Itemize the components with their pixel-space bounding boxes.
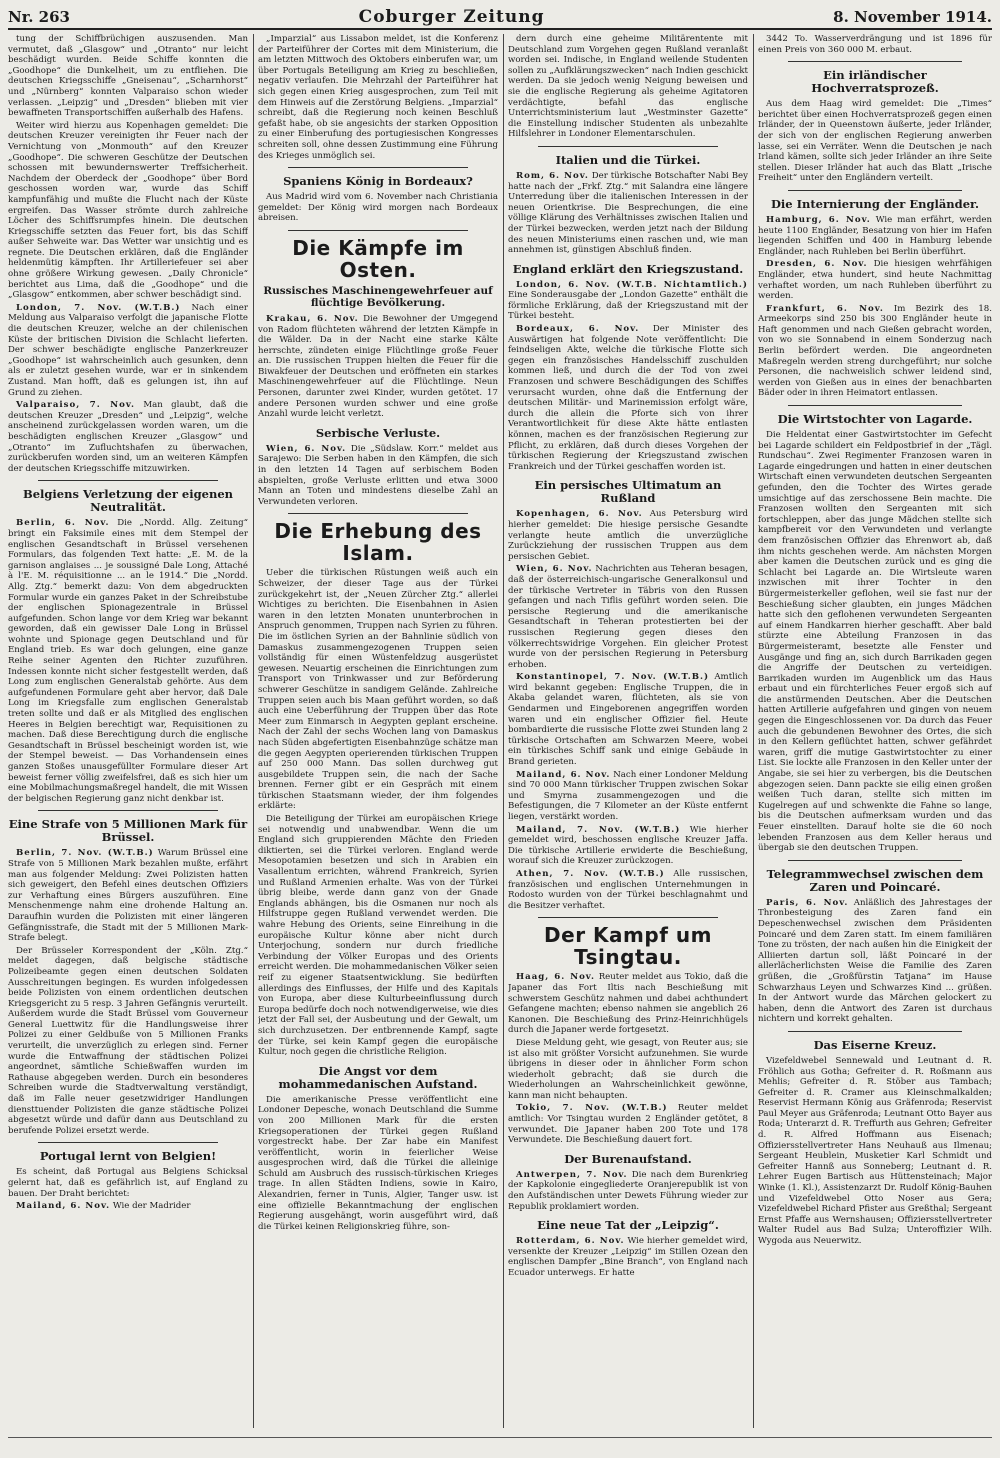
dateline: Krakau, 6. Nov. — [266, 313, 359, 324]
headline-islam: Die Erhebung des Islam. — [274, 519, 482, 566]
article-text — [8, 400, 248, 474]
article-text: dern durch eine geheime Militärentente mit Deutschland zum Vorgehen gegen Rußland veranlaßt worden sei. Indische, in England weilende Studenten sollen zu „Aufklärungszwecken“ nach Indien geschickt werden. Da sie jedoch wenig Neigung beweisen und sie die englische Regierung als geheime Agitatoren verdächtigte, befahl das englische Unterrichtsministerium laut „Westminster Gazette“ die Einstellung indischer Studenten als unbezahlte Hilfslehrer in Londoner Elementarschulen. — [508, 34, 748, 140]
divider — [38, 1142, 218, 1143]
dateline: Valparaiso, 7. Nov. — [16, 400, 136, 411]
dateline: London, 7. Nov. (W.T.B.) — [16, 302, 181, 313]
article-text — [8, 1201, 248, 1212]
article-text — [508, 972, 748, 1036]
headline-tsingtau: Der Kampf um Tsingtau. — [544, 923, 712, 970]
headline-spanien: Spaniens König in Bordeaux? — [283, 174, 473, 189]
article-text — [508, 1170, 748, 1212]
headline-eisern: Das Eiserne Kreuz. — [813, 1037, 937, 1052]
article-text — [508, 869, 748, 911]
article-text — [8, 303, 248, 398]
article-body: Wie der Madrider — [112, 1201, 191, 1212]
dateline: Mailand, 7. Nov. (W.T.B.) — [516, 824, 681, 835]
divider — [788, 405, 962, 406]
article-body: Die „Nordd. Allg. Zeitung“ bringt ein Faksimile eines mit dem Stempel der englischen Gesandtschaft in Brüssel versehenen Formulars, das folgenden Text hatte: „E. M. de la garnison anglaises ... je soussigné Dale Long, Attaché à l'E. M. réquisitionne ... an le 1914.“ Die „Nordd. Allg. Ztg.“ bemerkt dazu: Von dem abgedruckten Formular wurde ein ganzes Paket in der Schreibstube der englischen Spionagezentrale in Brüssel aufgefunden. Schon lange vor dem Krieg war bekannt geworden, daß ein gewisser Dale Long in Brüssel wohnte und Spionage gegen Deutschland und für England trieb. Es war doch gelungen, eine ganze Reihe seiner Agenten den Richter zuzuführen. Indessen konnte nicht sicher festgestellt werden, daß Long zum englischen Generalstab gehörte. Aus dem aufgefundenen Formulare geht aber hervor, daß Dale Long im Kriegsfalle zum englischen Generalstab treten sollte und daß er als Mitglied des englischen Heeres in Belgien berechtigt war, Requisitionen zu machen. Daß diese Berechtigung durch die englische Gesandtschaft in Brüssel bescheinigt worden ist, wie der Stempel beweist. — Das Vorhandensein eines ganzen Stoßes unausgefüllter Formulare dieser Art beweist ferner völlig zweifelsfrei, daß es sich hier um eine Mobilmachungsmaßregel handelt, die mit Wissen der belgischen Regierung ganz nicht denkbar ist. — [8, 518, 248, 804]
divider — [538, 917, 718, 918]
article-body: Wie hierher gemeldet wird, beschossen englische Kreuzer Jaffa. Die türkische Artillerie erwiderte die Beschießung, worauf sich die Kreuzer zurückzogen. — [508, 824, 748, 867]
dateline: Athen, 7. Nov. (W.T.B.) — [516, 868, 665, 879]
dateline: London, 6. Nov. (W.T.B. Nichtamtlich.) — [516, 279, 748, 290]
article-text — [258, 444, 498, 508]
dateline: Frankfurt, 6. Nov. — [766, 303, 884, 314]
article-body: Der Minister des Auswärtigen hat folgende Note veröffentlicht: Die feindseligen Akte, welche die türkische Flotte sich gegen ein französisches Handelsschiff zuschulden kommen ließ, und durch die der Tod von zwei Franzosen und schwere Beschädigungen des Schiffes verursacht wurden, ohne daß die Entfernung der deutschen Militär- und Marinemission erfolgt wäre, durch die allein die Pforte sich von ihrer Verantwortlichkeit für diese Akte hätte entlasten können, machen es der französischen Regierung zur Pflicht, zu erklären, daß durch dieses Vorgehen der türkischen Regierung der Kriegszustand zwischen Frankreich und der Türkei geschaffen worden ist. — [508, 324, 748, 472]
article-body: Amtlich wird bekannt gegeben: Englische Truppen, die in Akaba gelandet waren, flüchteten, als sie von Gendarmen und Eingeborenen angegriffen worden waren und ein englischer Offizier fiel. Heute bombardierte die russische Flotte zwei Stunden lang 2 türkische Ortschaften am Schwarzen Meere, wobei ein türkisches Schiff sank und einige Gebäude in Brand gerieten. — [508, 672, 748, 768]
article-body: Man glaubt, daß die deutschen Kreuzer „Dresden“ und „Leipzig“, welche anscheinend zurückgelassen worden waren, um die beschädigten englischen Kreuzer „Glasgow“ und „Otranto“ im Zufluchtshafen zu überwachen, zurückberufen worden sind, um an weiteren Kämpfen der deutschen Kriegsschiffe mitzuwirken. — [8, 400, 248, 474]
article-body: Die hiesigen wehrfähigen Engländer, etwa hundert, sind heute Nachmittag verhaftet worden, um nach Ruhleben überführt zu werden. — [758, 259, 992, 302]
article-text — [508, 564, 748, 670]
divider — [788, 61, 962, 62]
headline-internierung: Die Internierung der Engländer. — [770, 196, 980, 211]
dateline: Haag, 6. Nov. — [516, 972, 595, 983]
dateline: Rom, 6. Nov. — [516, 170, 589, 181]
divider — [788, 860, 962, 861]
divider — [38, 810, 218, 811]
article-body: Anläßlich des Jahrestages der Thronbesteigung des Zaren fand ein Depeschenwechsel zwischen dem Präsidenten Poincaré und dem Zaren statt. Im einem familiären Tone zu trösten, der nach außen hin die Einigkeit der Alliierten dartun soll, läßt Poincaré in der allerlächerlichsten Weise die Familie des Zaren grüßen, die „Großfürstin Tatjana“ im Hause Schwarzhaus Leyen und Schwarzes Kind ... grüßen. In der Antwort wurde das Märchen gelockert zu haben, denn die Antwort des Zaren ist durchaus nichtern und korrekt gehalten. — [758, 897, 992, 1025]
divider — [288, 167, 468, 168]
headline-belgien: Belgiens Verletzung der eigenen Neutralität. — [22, 487, 233, 515]
article-text: 3442 To. Wasserverdrängung und ist 1896 für einen Preis von 360 000 M. erbaut. — [758, 34, 992, 55]
newspaper-title: Coburger Zeitung — [358, 7, 545, 27]
issue-date: 8. November 1914. — [833, 8, 992, 26]
article-text — [508, 324, 748, 472]
article-body: Wie hierher gemeldet wird, versenkte der Kreuzer „Leipzig“ im Stillen Ozean den englischen Dampfer „Bine Branch“, von England nach Ecuador unterwegs. Er hatte — [508, 1236, 748, 1278]
issue-number: Nr. 263 — [8, 8, 70, 26]
headline-telegramm: Telegrammwechsel zwischen dem Zaren und Poincaré. — [766, 866, 984, 894]
column-rule — [753, 34, 754, 1428]
headline-osten: Die Kämpfe im Osten. — [292, 235, 464, 282]
article-text: Aus dem Haag wird gemeldet: Die „Times“ berichtet über einen Hochverratsprozeß gegen einen Irländer, der in Queenstown äußerte, jeder Irländer, der sich von der englischen Regierung anwerben lasse, sei ein Verräter. Wenn die Deutschen je nach Irland kämen, sollte sich jeder Irländer an ihre Seite stellen. Dieser Irländer hat auch das Blatt „Irische Freiheit“ unter den Engländern verteilt. — [758, 99, 992, 184]
headline-angst: Die Angst vor dem mohammedanischen Aufstand. — [278, 1063, 478, 1091]
article-text — [508, 1103, 748, 1145]
article-body: Nach einer Londoner Meldung sind 70 000 Mann türkischer Truppen zwischen Sokar und Smyrna zusammengezogen und die Befestigungen, die 7 Kilometer an der Küste entfernt liegen, verstärkt worden. — [508, 769, 748, 822]
article-text — [508, 770, 748, 823]
headline-italien: Italien und die Türkei. — [555, 152, 701, 167]
headline-portugal: Portugal lernt von Belgien! — [39, 1149, 217, 1164]
dateline: Mailand, 6. Nov. — [516, 769, 611, 780]
headline-lagarde: Die Wirtstochter von Lagarde. — [777, 412, 973, 427]
dateline: Mailand, 6. Nov. — [16, 1201, 111, 1212]
article-text — [758, 898, 992, 1025]
article-body: Eine Sonderausgabe der „London Gazette“ enthält die förmliche Erklärung, daß der Kriegszustand mit der Türkei besteht. — [508, 290, 748, 322]
article-text — [508, 509, 748, 562]
article-text — [508, 825, 748, 867]
article-body: Warum Brüssel eine Strafe von 5 Millionen Mark bezahlen mußte, erfährt man aus folgender Meldung: Zwei Polizisten hatten sich geweigert, den Befehl eines deutschen Offiziers zur Verhaftung eines Bürgers auszuführen. Eine Menschenmenge nahm eine drohende Haltung an. Daraufhin wurden die Polizisten mit einer längeren Gefängnisstrafe, die Stadt mit der 5 Millionen Mark-Strafe belegt. — [8, 848, 248, 944]
dateline: Paris, 6. Nov. — [766, 897, 849, 908]
article-body: Reuter meldet amtlich: Vor Tsingtau wurden 2 Engländer getötet, 8 verwundet. Die Japaner haben 200 Tote und 178 Verwundete. Die Beschießung dauert fort. — [508, 1103, 748, 1146]
column-3 — [508, 34, 748, 1428]
dateline: Tokio, 7. Nov. (W.T.B.) — [516, 1103, 668, 1114]
article-body: Der türkische Botschafter Nabi Bey hatte nach der „Frkf. Ztg.“ mit Salandra eine längere Unterredung über die italienischen Interessen in der neuen Orientkrise. Die Besprechungen, die eine völlige Klärung des Verhältnisses zwischen Italien und der Türkei bezwecken, werden jetzt nach der Bildung des neuen Ministeriums einen raschen und, wie man annehmen ist, günstigen Abschluß finden. — [508, 170, 748, 256]
dateline: Berlin, 6. Nov. — [16, 518, 110, 529]
article-text: Aus Madrid wird vom 6. November nach Christiania gemeldet: Der König wird morgen nach Bordeaux abreisen. — [258, 192, 498, 224]
dateline: Rotterdam, 6. Nov. — [516, 1236, 625, 1247]
footer-rule — [8, 1437, 992, 1438]
article-text — [758, 215, 992, 257]
article-text — [508, 672, 748, 767]
article-text — [508, 171, 748, 256]
dateline: Wien, 6. Nov. — [266, 443, 347, 454]
article-text: Die Heldentat einer Gastwirtstochter im Gefecht bei Lagarde schildert ein Feldpostbrief in der „Tägl. Rundschau“. Zwei Regimenter Franzosen waren in Lagarde eingedrungen und hatten in einer deutschen Wirtschaft einen verwundeten deutschen Sergeanten gefunden, den die Tochter des Wirtes gerade umsichtige auf das zerschossene Bein machte. Die Franzosen wollten den Sergeanten mit sich fortschleppen, aber das junge Mädchen stellte sich kampfbereit vor den Verwundeten und verlangte dem französischen Offizier das Ehrenwort ab, daß ihm nichts geschehen werde. Am nächsten Morgen aber kamen die Deutschen zurück und es ging die Schlacht bei Lagarde an. Die Wirtsleute waren inzwischen mit ihrer Tochter in den Bürgermeisterkeller geflohen, weil sie fast nur der Beschießung sicher glaubten, ein junges Mädchen hatte sich den geflohenen verwundeten Sergeanten auf einem Handkarren hierher geschafft. Aber bald stürzte eine Abteilung Franzosen in das Bürgermeisteramt, besetzte alle Fenster und Ausgänge und fing an, sich durch Barrikaden gegen die Angriffe der Deutschen zu verteidigen. Barrikaden wurden im Augenblick um das Haus erbaut und ein fürchterliches Feuer ergoß sich auf die anstürmenden Deutschen. Aber die Deutschen hatten Artillerie aufgefahren und gingen von neuem gegen die Eingeschlossenen vor. Da durch das Feuer auch die gebundenen Bewohner des Ortes, die sich in den Kellern geflüchtet hatten, schwer gefährdet waren, griff die mutige Gastwirtstochter zu einer List. Sie lockte alle Franzosen in den Keller unter der Angabe, sie sei hier zu verbergen, bis die Deutschen abgezogen seien. Dann packte sie eilig einen großen weißen Tuch daran, stellte sich mitten im Kugelregen auf und schwenkte die Fahne so lange, bis die Deutschen aufmerksam wurden und das Feuer einstellten. Darauf holte sie die 60 noch lebenden Franzosen aus dem Keller heraus und übergab sie den deutschen Truppen. — [758, 430, 992, 854]
article-text: Es scheint, daß Portugal aus Belgiens Schicksal gelernt hat, daß es gefährlich ist, auf England zu bauen. Der Draht berichtet: — [8, 1167, 248, 1199]
headline-strafe: Eine Strafe von 5 Millionen Mark für Brüssel. — [8, 817, 248, 845]
divider — [788, 190, 962, 191]
article-body: Die Bewohner der Umgegend von Radom flüchteten während der letzten Kämpfe in die Wälder. Da in der Nacht eine starke Kälte herrschte, zündeten einige Flüchtlinge große Feuer an. Die russischen Truppen hielten die Feuer für die Biwakfeuer der Deutschen und eröffneten ein starkes Maschinengewehrfeuer auf die Flüchtlinge. Neun Personen, darunter zwei Kinder, wurden getötet. 17 andere Personen wurden schwer und eine große Anzahl wurde leicht verletzt. — [258, 313, 498, 420]
divider — [788, 1031, 962, 1032]
article-text — [758, 259, 992, 301]
headline-serbisch: Serbische Verluste. — [315, 425, 441, 440]
article-body: Alle russischen, französischen und englischen Unternehmungen in Rodosto wurden von der Türkei beschlagnahmt und die Besitzer verhaftet. — [508, 868, 748, 911]
article-body: Im Bezirk des 18. Armeekorps sind 250 bis 300 Engländer heute in Haft genommen und nach Gießen gebracht worden, von wo sie Sonnabend in einem Sonderzug nach Berlin befördert werden. Die angeordneten Maßregeln werden streng durchgeführt; nur solche Personen, die nachweislich schwer leidend sind, werden von Gießen aus in eines der benachbarten Bäder oder in ihren Heimatort entlassen. — [758, 303, 992, 399]
headline-england: England erklärt den Kriegszustand. — [512, 261, 744, 276]
article-body: Nach einer Meldung aus Valparaiso verfolgt die japanische Flotte die deutschen Kreuzer, welche an der chilenischen Küste der britischen Division die Schlacht lieferten. Der schwer beschädigte englische Panzerkreuzer „Goodhope“ ist wahrscheinlich auch gesunken, denn als er zuletzt gesehen wurde, war er in sinkendem Zustand. Man hofft, daß es gelungen ist, ihn auf Grund zu ziehen. — [8, 302, 248, 398]
dateline: Antwerpen, 7. Nov. — [516, 1169, 628, 1180]
column-rule — [253, 34, 254, 1428]
dateline: Kopenhagen, 6. Nov. — [516, 509, 643, 520]
article-text — [508, 1236, 748, 1278]
dateline: Berlin, 7. Nov. (W.T.B.) — [16, 848, 154, 859]
divider — [288, 513, 468, 514]
article-body: Aus Petersburg wird hierher gemeldet: Die hiesige persische Gesandte verlangte heute amtlich die unverzügliche Zurückziehung der russischen Truppen aus dem persischen Gebiet. — [508, 509, 748, 562]
column-rule — [503, 34, 504, 1428]
article-text — [758, 304, 992, 399]
headline-persisch: Ein persisches Ultimatum an Rußland — [534, 478, 722, 506]
divider — [38, 480, 218, 481]
dateline: Bordeaux, 6. Nov. — [516, 324, 640, 335]
divider — [288, 230, 468, 231]
article-text: Diese Meldung geht, wie gesagt, von Reuter aus; sie ist also mit größter Vorsicht aufzunehmen. Sie wurde übrigens in dieser oder in ähnlicher Form schon wiederholt gebracht; daß sie durch die Wiederholungen an Wahrscheinlichkeit gewönne, kann man nicht behaupten. — [508, 1037, 748, 1101]
masthead — [8, 6, 992, 30]
divider — [538, 146, 718, 147]
article-text: Der Brüsseler Korrespondent der „Köln. Ztg.“ meldet dagegen, daß belgische städtische Polizeibeamte gegen einen deutschen Soldaten Ausschreitungen begingen. Es wurden infolgedessen beide Polizisten von einem ordentlichen deutschen Kriegsgericht zu 5 resp. 3 Jahren Gefängnis verurteilt. Außerdem wurde die Stadt Brüssel vom Gouverneur General Luettwitz für die Handlungsweise ihrer Polizei zu einer Geldbuße von 5 Millionen Franks verurteilt, die unverzüglich zu erlegen sind. Ferner wurde die Entwaffnung der städtischen Polizei angeordnet, sämtliche Schießwaffen wurden im Rathause abgegeben werden. Durch ein besonderes Schreiben wurde die Stadtverwaltung verständigt, daß im Falle neuer gesetzwidriger Handlungen diensttuender Polizisten die ganze städtische Polizei abgesetzt würde und dafür dann aus Deutschland zu berufende Polizei ersetzt werde. — [8, 945, 248, 1136]
dateline: Dresden, 6. Nov. — [766, 259, 868, 270]
article-text: tung der Schiffbrüchigen auszusenden. Man vermutet, daß „Glasgow“ und „Otranto“ nur leicht beschädigt wurden. Beide Schiffe konnten die „Goodhope“ die Dunkelheit, um zu entfliehen. Die deutschen Kriegsschiffe „Gneisenau“, „Scharnhorst“ und „Nürnberg“ konnten Valparaiso schon wieder verlassen. „Leipzig“ und „Dresden“ blieben mit vier bewaffneten Transportschiffen außerhalb des Hafens. — [8, 34, 248, 119]
article-text — [258, 314, 498, 420]
article-text — [8, 518, 248, 804]
headline-buren: Der Burenaufstand. — [564, 1151, 692, 1166]
headline-leipzig: Eine neue Tat der „Leipzig“. — [537, 1218, 719, 1233]
article-text: Ueber die türkischen Rüstungen weiß auch ein Schweizer, der dieser Tage aus der Türkei zurückgekehrt ist, der „Neuen Zürcher Ztg.“ allerlei Wichtiges zu berichten. Die Eisenbahnen in Asien waren in den letzten Monaten ununterbrochen in Anspruch genommen, Truppen nach Syrien zu führen. Die im östlichen Syrien an der Bahnlinie südlich von Damaskus zusammengezogenen Truppen seien vollständig für einen Wüstenfeldzug ausgerüstet gewesen. Neuartig erscheinen die Einrichtungen zum Transport von Trinkwasser und zur Beförderung schwerer Geschütze in sandigem Gelände. Zahlreiche Truppen seien auch bis Maan geführt worden, so daß auch eine Ueberführung der Truppen über das Rote Meer zum Einmarsch in Aegypten geplant erscheine. Nach der Zahl der sechs Wochen lang von Damaskus nach Süden abgefertigten Eisenbahnzüge schätze man die gegen Aegypten operierenden türkischen Truppen auf 250 000 Mann. Das sollen durchweg gut ausgebildete Truppen sein, die nach der Sache brennen. Ferner gibt er ein Gespräch mit einem türkischen Staatsmann wieder, der ihm folgendes erklärte: — [258, 568, 498, 812]
subheadline-osten: Russisches Maschinengewehrfeuer auf flüchtige Bevölkerung. — [263, 284, 493, 309]
dateline: Wien, 6. Nov. — [516, 564, 593, 575]
column-1 — [8, 34, 248, 1428]
column-2 — [258, 34, 498, 1428]
dateline: Konstantinopel, 7. Nov. (W.T.B.) — [516, 672, 710, 683]
article-body: Nachrichten aus Teheran besagen, daß der österreichisch-ungarische Generalkonsul und der türkische Vertreter in Täbris von den Russen gefangen und nach Tiflis geführt worden seien. Die persische Regierung und die amerikanische Gesandtschaft in Teheran protestierten bei der russischen Regierung gegen dieses den völkerrechtswidrige Vorgehen. Ein gleicher Protest wurde von der persischen Regierung in Petersburg erhoben. — [508, 564, 748, 670]
article-text: Vizefeldwebel Sennewald und Leutnant d. R. Fröhlich aus Gotha; Gefreiter d. R. Roßmann aus Mehlis; Gefreiter d. R. Stöber aus Tambach; Gefreiter d. R. Cramer aus Kleinschmalkalden; Reservist Hermann König aus Gräfenroda; Reservist Paul Meyer aus Gräfenroda; Leutnant Otto Bayer aus Roda; Unterarzt d. R. Treffurth aus Gehren; Gefreiter d. R. Alfred Hoffmann aus Eisenach; Offiziersstellvertreter Hans Neuhauß aus Ilmenau; Sergeant Heublein, Musketier Karl Schmidt und Gefreiter Hannß aus Sonneberg; Leutnant d. R. Lehrer Eugen Bartisch aus Hüttensteinach; Major Winke (1. Kl.), Assistenzarzt Dr. Rudolf König-Bauhen und Vizefeldwebel Otto Noser aus Gera; Vizefeldwebel Richard Pfister aus Greßthal; Sergeant Ernst Pfaffe aus Wernshausen; Offiziersstellvertreter Walter Rudel aus Bad Sulza; Unteroffizier Wilh. Wygoda aus Neuerwitz. — [758, 1055, 992, 1246]
article-text — [508, 280, 748, 322]
article-body: Wie man erfährt, werden heute 1100 Engländer, Besatzung von hier im Hafen liegenden Schiffen und 400 in Hamburg lebende Engländer, nach Ruhleben bei Berlin überführt. — [758, 214, 992, 257]
article-body: Die nach dem Burenkrieg der Kapkolonie eingegliederte Oranjerepublik ist von den Aufständischen unter Dewets Führung wieder zur Republik proklamiert worden. — [508, 1169, 748, 1212]
article-body: Reuter meldet aus Tokio, daß die Japaner das Fort Iltis nach Beschießung mit schwerstem Geschütz nahmen und dabei achthundert Gefangene machten; ebenso nahmen sie angeblich 26 Kanonen. Die Beschießung des Prinz-Heinrichhügels durch die Japaner werde fortgesetzt. — [508, 972, 748, 1036]
article-text: Weiter wird hierzu aus Kopenhagen gemeldet: Die deutschen Kreuzer vereinigten ihr Feuer nach der Vernichtung von „Monmouth“ auf den Kreuzer „Goodhope“. Die schweren Geschütze der Deutschen schossen mit bewundernswerter Treffsicherheit. Nachdem der Oberdeck der „Goodhope“ über Bord geschossen worden war, wurde das Schiff kampfunfähig und mußte die Flucht nach der Küste ergreifen. Das Wasser strömte durch zahlreiche Löcher des Schiffsrumpfes hinein. Die deutschen Kriegsschiffe setzten das Feuer fort, bis das Schiff außer Sehweite war. Das Wetter war unsichtig und es regnete. Die Deutschen erklären, daß die Engländer heldenmütig kämpften. Ihr Artilleriefeuer sei aber ohne größere Wirkung gewesen. „Daily Chronicle“ berichtet aus Lima, daß die „Goodhope“ und die „Glasgow“ entkommen, aber schwer beschädigt sind. — [8, 120, 248, 301]
article-text: Die amerikanische Presse veröffentlicht eine Londoner Depesche, wonach Deutschland die Summe von 200 Millionen Mark für die ersten Kriegsoperationen der Türkei gegen Rußland vorgestreckt habe. Der Zar habe ein Manifest veröffentlicht, worin in feierlicher Weise ausgesprochen wird, daß die Türkei die alleinige Schuld am Ausbruch des russisch-türkischen Krieges trage. In allen Städten Indiens, sowie in Kairo, Alexandrien, ferner in Tunis, Algier, Tanger usw. ist eine offizielle Bekanntmachung der englischen Regierung ausgehängt, worin ausgeführt wird, daß die Türkei keinen Religionskrieg führe, son- — [258, 1094, 498, 1232]
dateline: Hamburg, 6. Nov. — [766, 214, 871, 225]
article-text — [8, 848, 248, 943]
column-4 — [758, 34, 992, 1428]
article-text: Die Beteiligung der Türkei am europäischen Kriege sei notwendig und unabwendbar. Wenn die um England sich gruppierenden Mächte den Frieden diktierten, sei die Türkei verloren. England werde Mesopotamien besetzen und sich in Arabien ein Vasallentum errichten, während Frankreich, Syrien und Rußland Armenien erhalte. Was von der Türkei übrig bleibe, werde dann ganz von der Gnade Englands abhängen, bis die Osmanen nur noch als Hilfstruppe gegen Rußland verwendet werden. Die wahre Hebung des Orients, seine Einreihung in die europäische Kultur könne aber nicht durch Unterjochung, sondern nur durch friedliche Verbindung der Völker Europas und des Orients erreicht werden. Die mohammedanischen Völker seien reif zu eigener Staatsentwicklung. Sie bedürften allerdings des Einflusses, der Hilfe und des Kapitals von Europa, aber diese Kulturbeeinflussung durch Europa bedürfe doch noch notwendigerweise, wie dies jetzt der Fall sei, der Ausbeutung und der Gewalt, um sich durchzusetzen. Der entbrennende Kampf, sagte der Türke, sei kein Kampf gegen die europäische Kultur, noch gegen die christliche Religion. — [258, 814, 498, 1058]
article-text: „Imparzial“ aus Lissabon meldet, ist die Konferenz der Parteiführer der Cortes mit dem Ministerium, die am letzten Mittwoch des Oktobers einberufen war, um über Portugals Beteiligung am Krieg zu beschließen, negativ verlaufen. Die Mehrzahl der Parteiführer hat sich gegen einen Krieg ausgesprochen, zum Teil mit dem Hinweis auf die Zerstörung Belgiens. „Imparzial“ schreibt, daß die Regierung noch keinen Beschluß gefaßt habe, ob sie angesichts der starken Opposition zu einer Einberufung des portugiesischen Kongresses schreiten soll, ohne dessen Zustimmung eine Führung des Krieges unmöglich sei. — [258, 34, 498, 161]
headline-irisch: Ein irländischer Hochverratsprozeß. — [811, 68, 939, 96]
article-body: Die „Südslaw. Korr.“ meldet aus Sarajewo: Die Serben haben in den Kämpfen, die sich in den letzten 14 Tagen auf serbischem Boden abspielten, große Verluste erlitten und etwa 3000 Mann an Toten und mindestens dieselbe Zahl an Verwundeten verloren. — [258, 443, 498, 507]
